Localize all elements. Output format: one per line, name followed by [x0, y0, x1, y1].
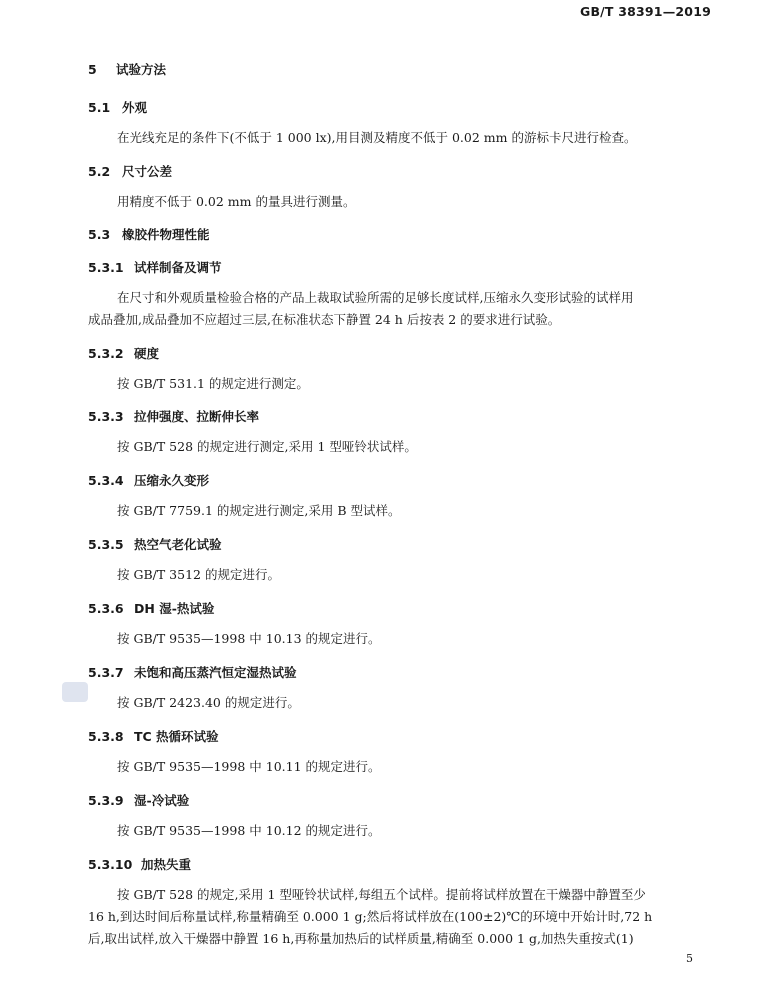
page-number: 5 [686, 952, 693, 965]
section-number: 5.3.10 [88, 857, 133, 872]
paragraph: 按 GB/T 3512 的规定进行。 [117, 567, 280, 582]
section-number: 5.3.8 [88, 729, 124, 744]
section-title: 加热失重 [141, 857, 192, 872]
section-heading [88, 162, 172, 180]
section-heading [88, 727, 219, 745]
section-title: DH 湿-热试验 [134, 601, 215, 616]
section-number: 5.2 [88, 164, 111, 179]
paragraph: 按 GB/T 528 的规定进行测定,采用 1 型哑铃状试样。 [117, 439, 417, 454]
paragraph: 按 GB/T 9535—1998 中 10.13 的规定进行。 [117, 631, 381, 646]
section-number: 5.3.7 [88, 665, 124, 680]
paragraph-line: 成品叠加,成品叠加不应超过三层,在标准状态下静置 24 h 后按表 2 的要求进行试验。 [88, 312, 561, 327]
paragraph: 按 GB/T 7759.1 的规定进行测定,采用 B 型试样。 [117, 503, 401, 518]
paragraph: 按 GB/T 2423.40 的规定进行。 [117, 695, 300, 710]
paragraph: 按 GB/T 9535—1998 中 10.11 的规定进行。 [117, 759, 381, 774]
section-number: 5.3.6 [88, 601, 124, 616]
standard-code-header: GB/T 38391—2019 [579, 4, 711, 19]
paragraph-line: 后,取出试样,放入干燥器中静置 16 h,再称量加热后的试样质量,精确至 0.000 1 g,加热失重按式(1) [88, 931, 634, 946]
section-title: 拉伸强度、拉断伸长率 [134, 409, 260, 424]
section-heading [88, 98, 147, 116]
section-heading [88, 791, 189, 809]
section-title: 压缩永久变形 [134, 473, 210, 488]
section-heading [88, 60, 166, 78]
section-heading [88, 471, 209, 489]
section-title: 湿-冷试验 [134, 793, 190, 808]
paragraph: 用精度不低于 0.02 mm 的量具进行测量。 [117, 194, 356, 209]
section-number: 5.1 [88, 100, 111, 115]
section-number: 5.3.5 [88, 537, 124, 552]
section-title: 尺寸公差 [122, 164, 173, 179]
section-title: 试样制备及调节 [134, 260, 222, 275]
section-number: 5.3.4 [88, 473, 124, 488]
paragraph: 按 GB/T 9535—1998 中 10.12 的规定进行。 [117, 823, 381, 838]
section-heading [88, 599, 214, 617]
section-heading [88, 225, 210, 243]
section-title: TC 热循环试验 [134, 729, 219, 744]
paragraph: 按 GB/T 531.1 的规定进行测定。 [117, 376, 309, 391]
section-title: 外观 [122, 100, 148, 115]
section-number: 5.3 [88, 227, 111, 242]
paragraph-line: 按 GB/T 528 的规定,采用 1 型哑铃状试样,每组五个试样。提前将试样放置在干燥器中静置至少 [117, 887, 646, 902]
section-heading [88, 258, 222, 276]
watermark-logo [62, 682, 88, 702]
section-title: 硬度 [134, 346, 160, 361]
section-title: 热空气老化试验 [134, 537, 222, 552]
section-heading [88, 535, 222, 553]
section-heading [88, 663, 297, 681]
section-heading [88, 407, 259, 425]
section-number: 5.3.9 [88, 793, 124, 808]
section-number: 5 [88, 62, 97, 77]
section-heading [88, 344, 159, 362]
section-heading [88, 855, 191, 873]
paragraph-line: 在尺寸和外观质量检验合格的产品上裁取试验所需的足够长度试样,压缩永久变形试验的试样用 [117, 290, 634, 305]
section-title: 试验方法 [116, 62, 167, 77]
paragraph: 在光线充足的条件下(不低于 1 000 lx),用目测及精度不低于 0.02 mm 的游标卡尺进行检查。 [117, 130, 637, 145]
section-title: 未饱和高压蒸汽恒定湿热试验 [134, 665, 297, 680]
section-number: 5.3.3 [88, 409, 124, 424]
paragraph-line: 16 h,到达时间后称量试样,称量精确至 0.000 1 g;然后将试样放在(100±2)℃的环境中开始计时,72 h [88, 909, 653, 924]
section-title: 橡胶件物理性能 [122, 227, 210, 242]
section-number: 5.3.1 [88, 260, 124, 275]
section-number: 5.3.2 [88, 346, 124, 361]
